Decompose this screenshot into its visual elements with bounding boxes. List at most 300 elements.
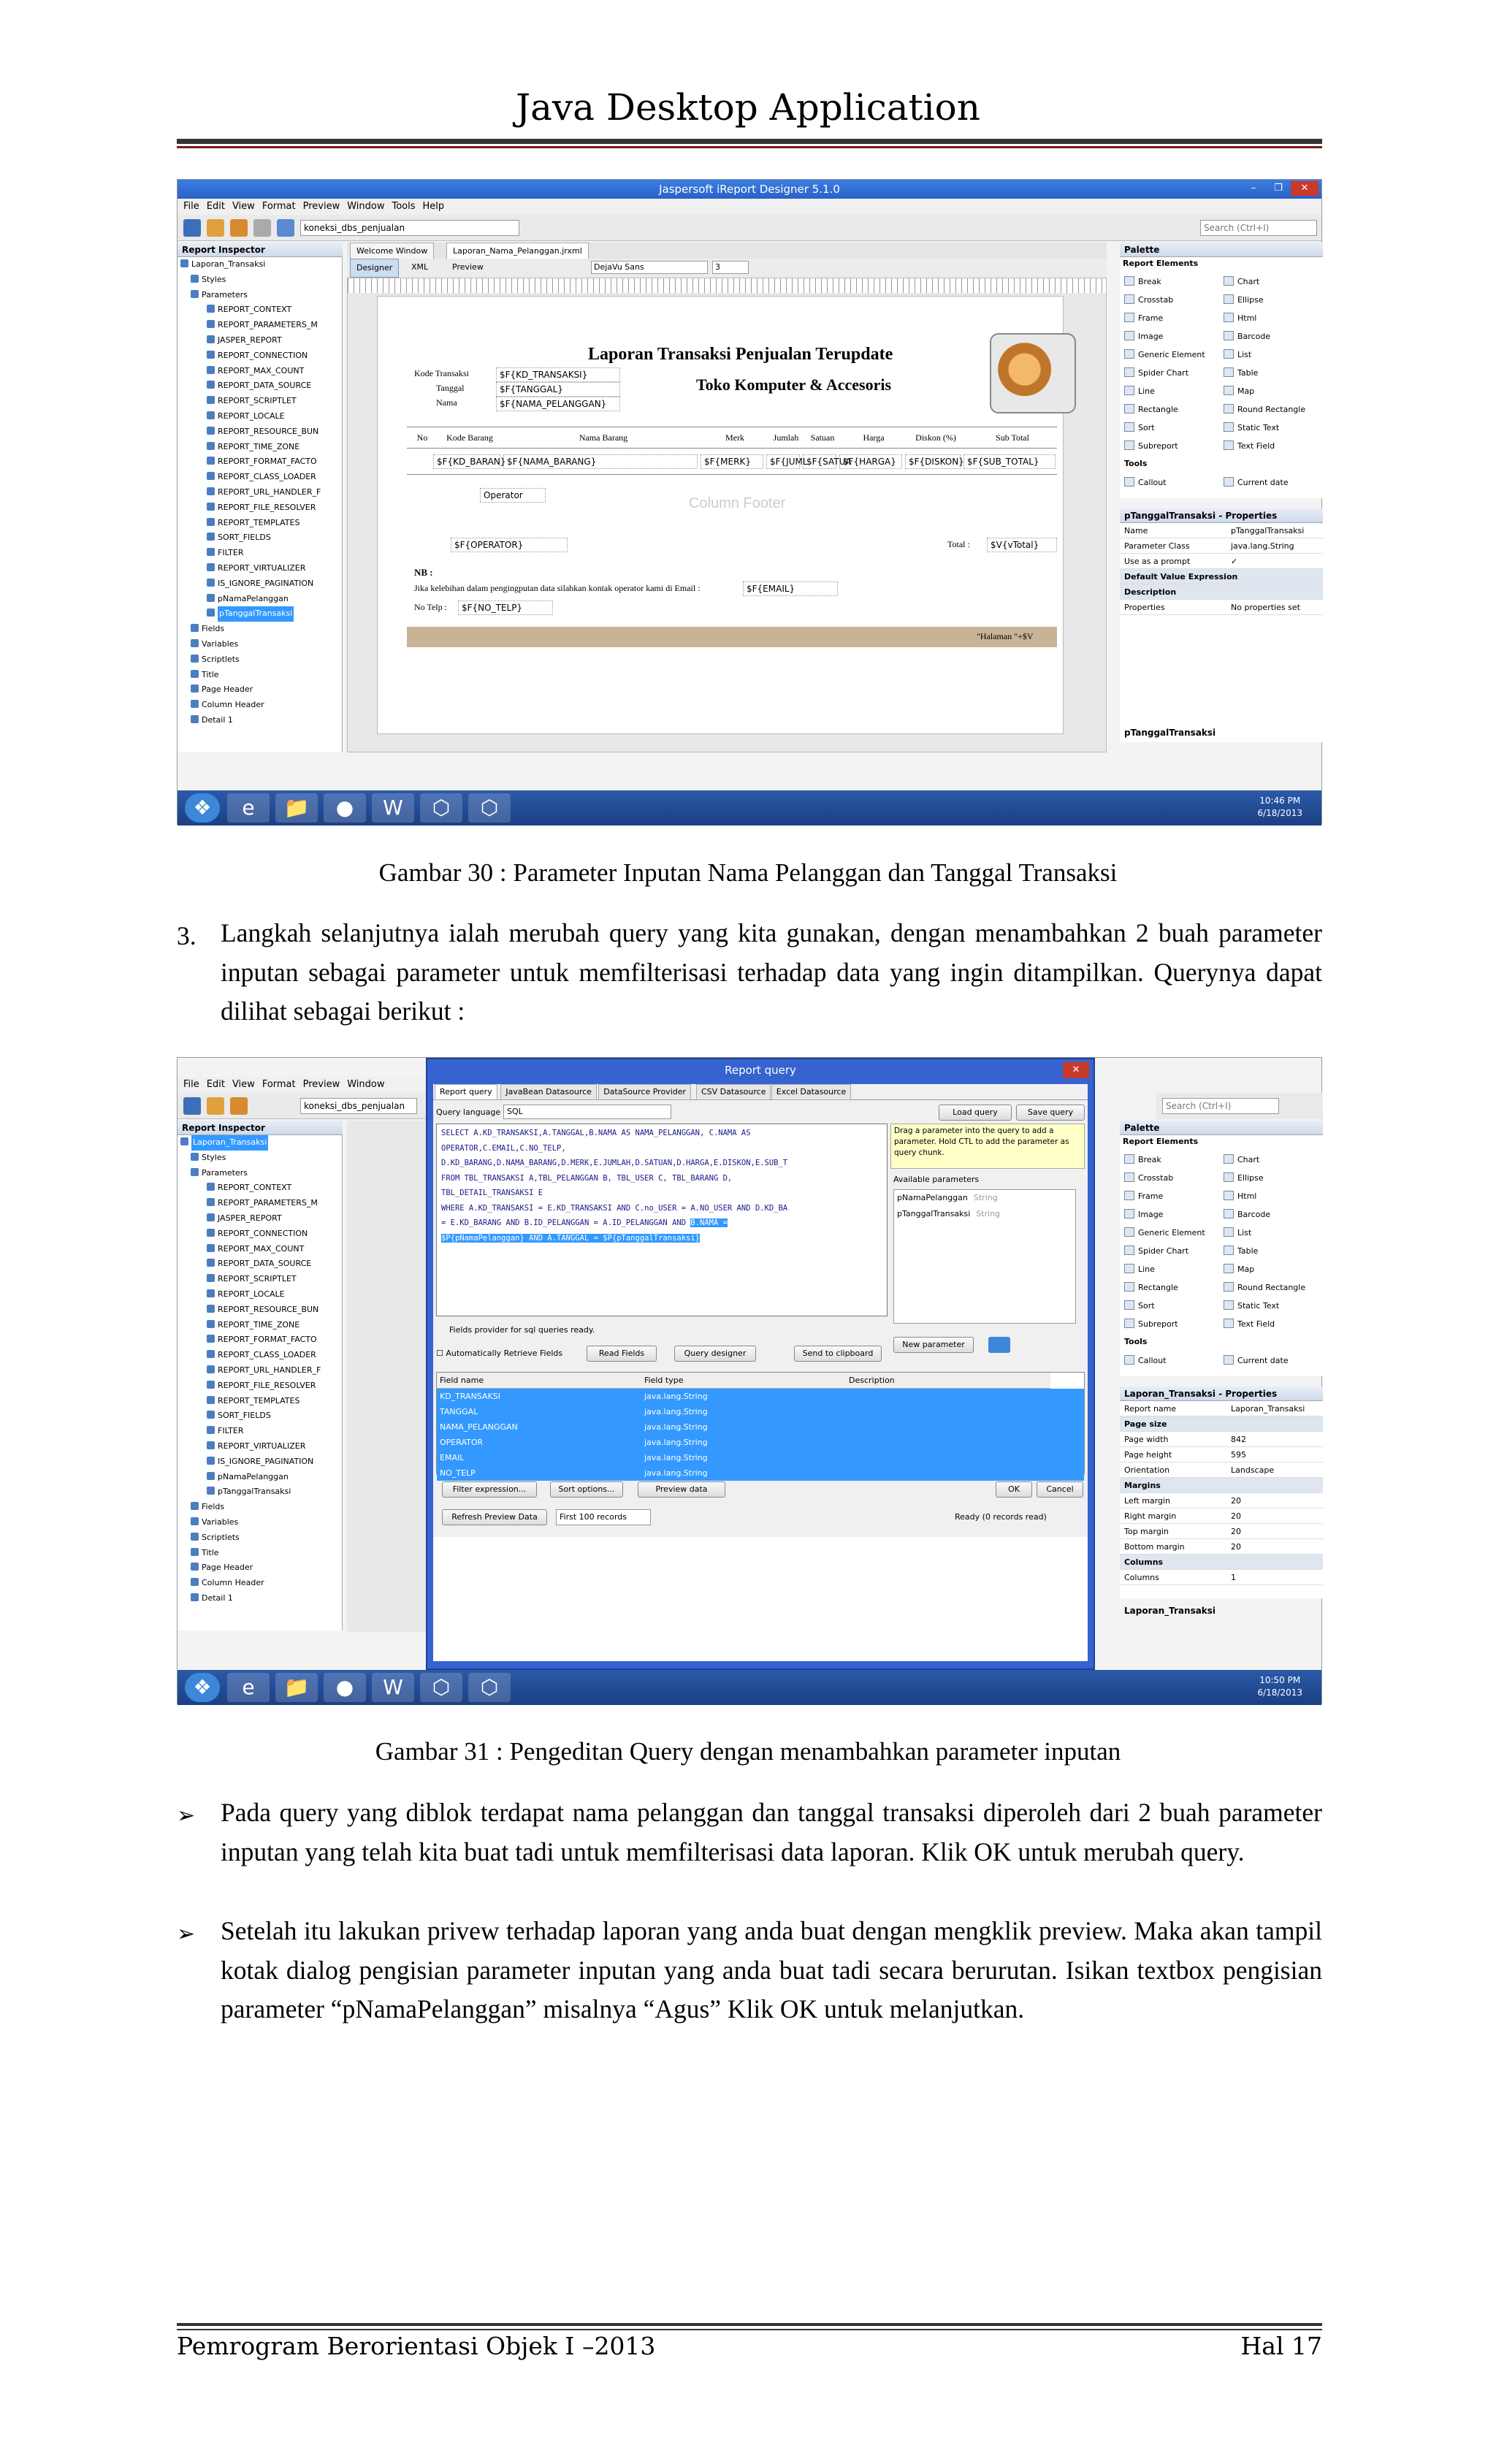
palette-item[interactable]	[1124, 1300, 1155, 1311]
palette-item[interactable]	[1224, 1355, 1289, 1365]
menu-tools[interactable]: Tools	[392, 201, 416, 212]
palette-item[interactable]	[1124, 313, 1163, 323]
tree-item[interactable]	[178, 682, 342, 698]
property-row[interactable]	[1120, 569, 1323, 584]
detail-field[interactable]: $F{NAMA_BARANG}	[503, 454, 698, 469]
tree-item[interactable]	[178, 302, 342, 318]
tree-item[interactable]	[178, 364, 342, 379]
property-row[interactable]	[1120, 1508, 1323, 1524]
tree-item-label: Fields	[202, 624, 225, 634]
palette-item[interactable]	[1224, 422, 1279, 432]
tree-node-icon	[207, 1335, 215, 1343]
palette-item-label: Line	[1138, 386, 1155, 396]
tree-item-label: Scriptlets	[202, 1532, 240, 1542]
report-inspector-tree	[178, 257, 343, 752]
palette-item-icon	[1124, 276, 1134, 286]
ie-icon[interactable]: e	[227, 793, 270, 823]
palette-item-icon	[1124, 1227, 1134, 1237]
tree-item[interactable]	[178, 1454, 342, 1470]
property-value[interactable]: 20	[1231, 1511, 1241, 1521]
tree-item[interactable]	[178, 1287, 342, 1302]
palette-item[interactable]	[1224, 386, 1254, 396]
tree-item[interactable]	[178, 1151, 342, 1166]
menu-file-2[interactable]: File	[183, 1079, 199, 1090]
palette-item-label: Current date	[1237, 1356, 1289, 1365]
tree-item[interactable]	[178, 516, 342, 531]
tree-item[interactable]	[178, 713, 342, 728]
detail-field[interactable]: $F{KD_BARAN}	[433, 454, 500, 469]
fields-row[interactable]	[437, 1389, 1084, 1404]
save-query-button[interactable]: Save query	[1016, 1105, 1085, 1121]
property-value[interactable]: 20	[1231, 1496, 1241, 1506]
cancel-button[interactable]: Cancel	[1037, 1481, 1083, 1498]
palette-item[interactable]	[1224, 1264, 1254, 1274]
tree-item[interactable]	[178, 394, 342, 409]
property-key: Parameter Class	[1124, 541, 1190, 551]
palette-item[interactable]	[1224, 1246, 1258, 1256]
detail-field[interactable]: $F{JUML	[766, 454, 800, 469]
datasource-icon[interactable]	[277, 219, 294, 237]
detail-field[interactable]: $F{MERK}	[701, 454, 763, 469]
fields-column-header[interactable]: Description	[846, 1373, 1050, 1389]
firefox-icon-2[interactable]: ●	[324, 1673, 366, 1702]
tree-item[interactable]	[178, 1546, 342, 1561]
tree-item[interactable]	[178, 1135, 342, 1151]
tree-item[interactable]	[178, 500, 342, 516]
palette-item[interactable]	[1224, 276, 1259, 286]
tree-node-icon	[207, 351, 215, 359]
property-key: Bottom margin	[1124, 1542, 1185, 1552]
undo-icon[interactable]	[230, 219, 248, 237]
tree-node-icon	[191, 1502, 199, 1510]
tree-item-label: REPORT_DATA_SOURCE	[218, 1259, 312, 1269]
palette-item[interactable]	[1124, 294, 1173, 305]
font-select[interactable]: DejaVu Sans	[591, 261, 708, 274]
first-records-select[interactable]: First 100 records	[556, 1509, 651, 1525]
query-tab[interactable]: Excel Datasource	[771, 1084, 851, 1100]
tree-item[interactable]	[178, 637, 342, 652]
tree-item[interactable]	[178, 1378, 342, 1394]
search-input-2[interactable]: Search (Ctrl+I)	[1162, 1098, 1279, 1114]
tree-item[interactable]	[178, 1272, 342, 1287]
menu-help[interactable]: Help	[422, 201, 445, 212]
property-key: Properties	[1124, 603, 1165, 612]
palette-item[interactable]	[1224, 1172, 1264, 1183]
property-row[interactable]	[1120, 538, 1323, 554]
parameter-item[interactable]	[897, 1206, 1075, 1222]
palette-item-label: Break	[1138, 277, 1161, 286]
tree-item[interactable]	[178, 485, 342, 500]
font-size-select[interactable]: 3	[712, 261, 749, 274]
property-row[interactable]	[1120, 1570, 1323, 1585]
tree-item[interactable]	[178, 530, 342, 546]
tree-item[interactable]	[178, 1332, 342, 1348]
tree-item[interactable]	[178, 1394, 342, 1409]
field-nama-pelanggan[interactable]: $F{NAMA_PELANGGAN}	[496, 397, 620, 411]
tree-item-label: Styles	[202, 274, 226, 284]
tree-item[interactable]	[178, 348, 342, 364]
tree-node-icon	[207, 472, 215, 480]
menu-preview-2[interactable]: Preview	[302, 1079, 340, 1090]
tree-item[interactable]	[178, 561, 342, 576]
sql-query-editor[interactable]	[436, 1124, 888, 1316]
palette-item-icon	[1124, 1154, 1134, 1164]
menu-view[interactable]: View	[232, 201, 255, 212]
footer-page-number: Hal 17	[1240, 2332, 1322, 2360]
tree-item[interactable]	[178, 1424, 342, 1439]
query-tab[interactable]: JavaBean Datasource	[500, 1084, 597, 1100]
redo-icon[interactable]	[253, 219, 271, 237]
palette-item[interactable]	[1124, 386, 1155, 396]
palette-item[interactable]	[1224, 1227, 1251, 1237]
tree-node-icon	[207, 1365, 215, 1373]
tree-item-label: REPORT_CLASS_LOADER	[218, 472, 316, 482]
preview-data-button[interactable]: Preview data	[638, 1481, 725, 1498]
palette-item[interactable]	[1224, 331, 1270, 341]
tree-item[interactable]	[178, 378, 342, 394]
tree-item[interactable]	[178, 1166, 342, 1181]
tree-item[interactable]	[178, 1180, 342, 1196]
tree-item[interactable]	[178, 1363, 342, 1378]
tab-laporan-jrxml[interactable]: Laporan_Nama_Pelanggan.jrxml	[446, 243, 589, 260]
clock-time: 10:46 PM	[1259, 796, 1301, 806]
palette-item-label: List	[1237, 350, 1252, 359]
tree-item[interactable]	[178, 1348, 342, 1363]
menu-edit[interactable]: Edit	[206, 201, 225, 212]
palette-item[interactable]	[1124, 1319, 1178, 1329]
tree-item[interactable]	[178, 1576, 342, 1591]
palette-item-label: Text Field	[1237, 441, 1275, 451]
menu-window[interactable]: Window	[347, 201, 385, 212]
palette-item-label: Crosstab	[1138, 295, 1174, 305]
palette-item[interactable]	[1124, 1172, 1173, 1183]
field-type-cell: java.lang.String	[644, 1407, 708, 1416]
palette-item[interactable]	[1124, 404, 1178, 414]
explorer-icon[interactable]: 📁	[275, 793, 318, 823]
ok-button[interactable]: OK	[996, 1481, 1032, 1498]
tree-item-label: REPORT_RESOURCE_BUN	[218, 426, 319, 436]
parameter-item[interactable]	[897, 1190, 1075, 1206]
detail-field[interactable]: $F{SUB_TOTAL}	[963, 454, 1056, 469]
save-icon[interactable]	[207, 219, 224, 237]
tree-item-label: JASPER_REPORT	[218, 335, 282, 345]
tree-item[interactable]	[178, 409, 342, 424]
property-row[interactable]	[1120, 1539, 1323, 1555]
tree-item-label: Page Header	[202, 684, 253, 695]
tree-node-icon	[191, 1533, 199, 1541]
maximize-icon[interactable]: ❐	[1274, 183, 1283, 194]
palette-item[interactable]	[1224, 294, 1264, 305]
field-operator[interactable]: $F{OPERATOR}	[451, 538, 568, 552]
query-language-label: Query language	[436, 1107, 501, 1117]
palette-item[interactable]	[1224, 367, 1258, 378]
datasource-select[interactable]: koneksi_dbs_penjualan	[300, 220, 519, 236]
tab-preview[interactable]: Preview	[452, 262, 484, 272]
property-value[interactable]: 20	[1231, 1542, 1241, 1552]
field-name-cell: KD_TRANSAKSI	[440, 1392, 501, 1401]
tree-item[interactable]	[178, 592, 342, 607]
word-icon-2[interactable]: W	[372, 1673, 414, 1702]
tree-item[interactable]	[178, 606, 342, 622]
tree-node-icon	[191, 1593, 199, 1601]
tree-item[interactable]	[178, 1318, 342, 1333]
ie-icon-2[interactable]: e	[227, 1673, 270, 1702]
property-value[interactable]: Laporan_Transaksi	[1231, 1404, 1305, 1414]
palette-item[interactable]	[1124, 477, 1167, 487]
query-tab[interactable]: DataSource Provider	[598, 1084, 691, 1100]
tab-designer[interactable]: Designer	[350, 259, 399, 278]
palette-item[interactable]	[1124, 422, 1155, 432]
palette-item-label: Spider Chart	[1138, 1246, 1189, 1256]
palette-item-icon	[1124, 1300, 1134, 1310]
palette-item[interactable]	[1224, 1300, 1279, 1311]
palette-item[interactable]	[1224, 440, 1275, 451]
field-vtotal[interactable]: $V{vTotal}	[987, 538, 1057, 552]
tree-item-label: Detail 1	[202, 1593, 233, 1603]
page-number-field[interactable]: "Halaman "+$V	[977, 631, 1034, 641]
undo-icon-2[interactable]	[230, 1097, 248, 1115]
read-fields-button[interactable]: Read Fields	[587, 1346, 657, 1362]
search-input[interactable]: Search (Ctrl+I)	[1200, 220, 1317, 236]
query-tab[interactable]: CSV Datasource	[696, 1084, 771, 1100]
tree-item[interactable]	[178, 546, 342, 561]
palette-item[interactable]	[1124, 367, 1188, 378]
property-value[interactable]: java.lang.String	[1231, 541, 1294, 551]
menu-preview[interactable]: Preview	[302, 201, 340, 212]
tree-item[interactable]	[178, 288, 342, 303]
tree-item[interactable]	[178, 576, 342, 592]
property-value[interactable]: 20	[1231, 1527, 1241, 1536]
palette-item[interactable]	[1124, 349, 1205, 359]
open-icon[interactable]	[183, 219, 201, 237]
query-tab[interactable]: Report query	[435, 1084, 497, 1100]
fields-column-header[interactable]: Field type	[641, 1373, 846, 1389]
palette-item[interactable]	[1124, 276, 1161, 286]
detail-field[interactable]: $F{SATUA	[803, 454, 836, 469]
palette-item-icon	[1224, 367, 1234, 377]
palette-item-label: Line	[1138, 1265, 1155, 1274]
tab-welcome-window[interactable]: Welcome Window	[350, 243, 434, 260]
tree-item[interactable]	[178, 1302, 342, 1318]
menu-format[interactable]: Format	[262, 201, 296, 212]
tree-item[interactable]	[178, 622, 342, 637]
tree-item[interactable]	[178, 1196, 342, 1211]
detail-field[interactable]: $F{DISKON}	[905, 454, 961, 469]
palette-item[interactable]	[1124, 331, 1163, 341]
tree-item[interactable]	[178, 318, 342, 333]
property-row[interactable]	[1120, 1524, 1323, 1539]
fields-table	[436, 1372, 1085, 1478]
tab-xml[interactable]: XML	[411, 262, 429, 272]
palette-item[interactable]	[1224, 313, 1256, 323]
explorer-icon-2[interactable]: 📁	[275, 1673, 318, 1702]
tree-item[interactable]	[178, 1591, 342, 1606]
tree-item-label: REPORT_CLASS_LOADER	[218, 1350, 316, 1360]
menu-window-2[interactable]: Window	[347, 1079, 385, 1090]
tree-item[interactable]	[178, 1560, 342, 1576]
property-row[interactable]	[1120, 1416, 1323, 1432]
property-row[interactable]	[1120, 554, 1323, 569]
tree-item[interactable]	[178, 470, 342, 485]
palette-title-2: Palette	[1120, 1121, 1323, 1135]
property-row[interactable]	[1120, 1493, 1323, 1508]
field-tanggal[interactable]: $F{TANGGAL}	[496, 382, 620, 397]
system-clock-2	[1257, 1674, 1302, 1699]
palette-item[interactable]	[1124, 1154, 1161, 1164]
firefox-icon[interactable]: ●	[324, 793, 366, 823]
auto-retrieve-checkbox[interactable]: ☐ Automatically Retrieve Fields	[436, 1349, 563, 1358]
palette-item-icon	[1224, 294, 1234, 304]
palette-item[interactable]	[1224, 1209, 1270, 1219]
detail-field[interactable]: $F{HARGA}	[839, 454, 902, 469]
palette-item-label: Sort	[1138, 423, 1155, 432]
tree-item[interactable]	[178, 1211, 342, 1227]
tree-item[interactable]	[178, 454, 342, 470]
tree-item[interactable]	[178, 272, 342, 288]
palette-item[interactable]	[1124, 1246, 1188, 1256]
palette-item[interactable]	[1124, 1227, 1205, 1237]
tree-item-label: REPORT_CONNECTION	[218, 1228, 308, 1238]
palette-item-label: Generic Element	[1138, 1228, 1205, 1237]
minimize-icon[interactable]: –	[1251, 183, 1256, 194]
dialog-close-icon[interactable]: ✕	[1063, 1062, 1089, 1078]
ireport-icon-2[interactable]: ⬡	[468, 793, 511, 823]
palette-item[interactable]	[1224, 349, 1251, 359]
datasource-select-2[interactable]: koneksi_dbs_penjualan	[300, 1098, 417, 1114]
menu-edit-2[interactable]: Edit	[206, 1079, 225, 1090]
tree-item[interactable]	[178, 668, 342, 683]
property-value[interactable]: No properties set	[1231, 603, 1300, 612]
fields-column-header[interactable]: Field name	[437, 1373, 641, 1389]
palette-item[interactable]	[1224, 1191, 1256, 1201]
property-row[interactable]	[1120, 1401, 1323, 1416]
report-elements-header-2: Report Elements	[1123, 1137, 1199, 1146]
save-icon-2[interactable]	[207, 1097, 224, 1115]
start-button-2[interactable]: ❖	[185, 1673, 220, 1702]
tree-item[interactable]	[178, 1242, 342, 1257]
property-value[interactable]: 595	[1231, 1450, 1246, 1460]
sql-highlight: B.NAMA =	[690, 1218, 728, 1227]
fields-row[interactable]	[437, 1450, 1084, 1465]
palette-item[interactable]	[1124, 1355, 1167, 1365]
property-row[interactable]	[1120, 523, 1323, 538]
tree-node-icon	[207, 533, 215, 541]
fields-row[interactable]	[437, 1465, 1084, 1481]
word-icon[interactable]: W	[372, 793, 414, 823]
close-icon[interactable]: ✕	[1291, 181, 1318, 196]
palette-item-icon	[1224, 1154, 1234, 1164]
property-value[interactable]: ✓	[1231, 557, 1238, 566]
property-row[interactable]	[1120, 584, 1323, 600]
refresh-preview-button[interactable]: Refresh Preview Data	[442, 1509, 547, 1525]
property-row[interactable]	[1120, 1432, 1323, 1447]
tree-item[interactable]	[178, 652, 342, 668]
tree-item[interactable]	[178, 1408, 342, 1424]
palette-item[interactable]	[1124, 440, 1178, 451]
palette-item[interactable]	[1224, 404, 1305, 414]
palette-item[interactable]	[1224, 1154, 1259, 1164]
property-value[interactable]: pTanggalTransaksi	[1231, 526, 1305, 535]
query-designer-button[interactable]: Query designer	[674, 1346, 756, 1362]
property-row[interactable]	[1120, 1462, 1323, 1478]
send-to-clipboard-button[interactable]: Send to clipboard	[794, 1346, 882, 1362]
property-value[interactable]: 842	[1231, 1435, 1246, 1444]
tree-item[interactable]	[178, 1530, 342, 1546]
property-row[interactable]	[1120, 1447, 1323, 1462]
tree-item[interactable]	[178, 440, 342, 455]
properties-footer: pTanggalTransaksi	[1124, 728, 1216, 738]
start-button[interactable]: ❖	[185, 793, 220, 823]
fields-row[interactable]	[437, 1419, 1084, 1435]
filter-expression-button[interactable]: Filter expression...	[442, 1481, 537, 1498]
field-email[interactable]: $F{EMAIL}	[743, 581, 838, 596]
ireport-icon[interactable]: ⬡	[420, 793, 462, 823]
palette-item-icon	[1124, 1264, 1134, 1273]
tree-item-label: REPORT_TEMPLATES	[218, 1395, 300, 1405]
system-clock	[1257, 795, 1302, 820]
ruler	[348, 278, 1106, 293]
palette-item-icon	[1124, 1191, 1134, 1200]
menu-view-2[interactable]: View	[232, 1079, 255, 1090]
column-header-cell: Merk	[725, 432, 744, 443]
tree-item[interactable]	[178, 1227, 342, 1242]
tree-item[interactable]	[178, 1470, 342, 1485]
new-parameter-button[interactable]: New parameter	[893, 1337, 974, 1353]
property-row[interactable]	[1120, 1478, 1323, 1493]
field-no-telp[interactable]: $F{NO_TELP}	[458, 600, 553, 615]
tree-item[interactable]	[178, 257, 342, 272]
open-icon-2[interactable]	[183, 1097, 201, 1115]
tree-item[interactable]	[178, 698, 342, 713]
tree-node-icon	[207, 1457, 215, 1465]
query-language-select[interactable]: SQL	[503, 1105, 671, 1119]
sort-options-button[interactable]: Sort options...	[550, 1481, 623, 1498]
fields-row[interactable]	[437, 1435, 1084, 1450]
field-kd-transaksi[interactable]: $F{KD_TRANSAKSI}	[496, 367, 620, 382]
property-row[interactable]	[1120, 1555, 1323, 1570]
ireport-icon-3[interactable]: ⬡	[420, 1673, 462, 1702]
tree-item[interactable]	[178, 1256, 342, 1272]
tree-item[interactable]	[178, 1500, 342, 1515]
palette-item[interactable]	[1224, 477, 1289, 487]
tree-item[interactable]	[178, 333, 342, 348]
ireport-icon-4[interactable]: ⬡	[468, 1673, 511, 1702]
tree-item[interactable]	[178, 424, 342, 440]
tree-item[interactable]	[178, 1439, 342, 1454]
menu-format-2[interactable]: Format	[262, 1079, 296, 1090]
load-query-button[interactable]: Load query	[939, 1105, 1012, 1121]
palette-item[interactable]	[1224, 1282, 1305, 1292]
property-value[interactable]: Landscape	[1231, 1465, 1275, 1475]
palette-item[interactable]	[1224, 1319, 1275, 1329]
palette-panel	[1120, 257, 1323, 498]
palette-item-label: Chart	[1237, 1155, 1260, 1164]
palette-item[interactable]	[1124, 1209, 1163, 1219]
tree-item[interactable]	[178, 1515, 342, 1530]
palette-item[interactable]	[1124, 1191, 1163, 1201]
parameter-tool-icon[interactable]	[988, 1337, 1010, 1353]
fields-row[interactable]	[437, 1404, 1084, 1419]
palette-item-icon	[1124, 440, 1134, 450]
tree-node-icon	[207, 609, 215, 617]
property-value[interactable]: 1	[1231, 1573, 1236, 1582]
tree-item[interactable]	[178, 1484, 342, 1500]
property-row[interactable]	[1120, 600, 1323, 615]
property-key: Use as a prompt	[1124, 557, 1191, 566]
palette-item[interactable]	[1124, 1264, 1155, 1274]
palette-item[interactable]	[1124, 1282, 1178, 1292]
menu-file[interactable]: File	[183, 201, 199, 212]
